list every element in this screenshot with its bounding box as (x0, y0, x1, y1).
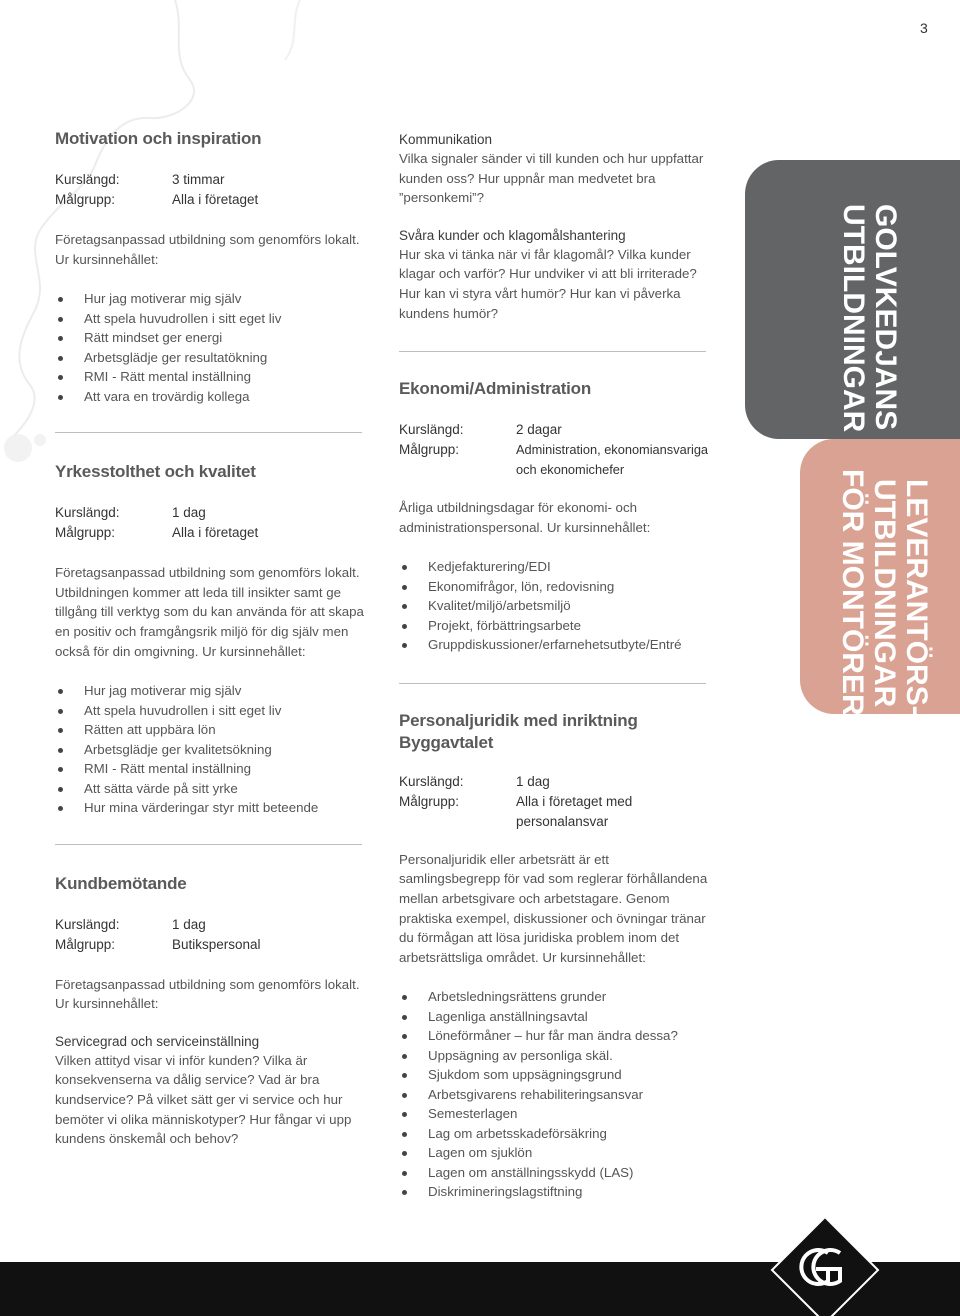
divider (399, 351, 706, 352)
list-item: RMI - Rätt mental inställning (55, 759, 365, 779)
list-item: Ekonomifrågor, lön, redovisning (399, 577, 709, 597)
course-meta (55, 915, 365, 955)
left-column (55, 128, 365, 1149)
golvkedjan-gg-logo-icon (770, 1215, 880, 1316)
section-title: Motivation och inspiration (55, 129, 262, 148)
section-title: Kundbemötande (55, 873, 187, 893)
course-meta (399, 772, 709, 832)
bullet-list (55, 289, 365, 406)
length-label: Kurslängd: (55, 505, 120, 521)
divider (399, 683, 706, 684)
course-meta (55, 170, 365, 210)
section-ekonomi (399, 378, 709, 655)
list-item: Hur jag motiverar mig själv (55, 289, 365, 309)
target-label: Målgrupp: (399, 793, 460, 809)
tab-label-line: UTBILDNINGAR (868, 479, 901, 708)
list-item: Att vara en trovärdig kollega (55, 387, 365, 407)
list-item: Diskrimineringslagstiftning (399, 1182, 709, 1202)
tab-label-line: FÖR MONTÖRER (836, 469, 869, 716)
length-value: 1 dag (172, 916, 206, 932)
length-value: 3 timmar (172, 172, 225, 187)
list-item: Att spela huvudrollen i sitt eget liv (55, 309, 365, 329)
length-label: Kurslängd: (55, 172, 120, 187)
subsection-text: Vilken attityd visar vi inför kunden? Vilka är konsekvenserna va dålig service? Vad är bra kundservice? På vilket sätt ger vi service och hur bemöter vi olika människotyper? Hur fångar vi upp kundens önskemål och behov? (55, 1052, 352, 1147)
list-item: Arbetsglädje ger resultatökning (55, 348, 365, 368)
length-value: 1 dag (172, 505, 206, 521)
list-item: Hur mina värderingar styr mitt beteende (55, 798, 365, 818)
list-item: RMI - Rätt mental inställning (55, 367, 365, 387)
subsection-text: Vilka signaler sänder vi till kunden och hur uppfattar kunden oss? Hur uppnår man medvetet bra ”personkemi”? (399, 151, 704, 206)
section-title: Ekonomi/Administration (399, 379, 592, 399)
list-item: Arbetsledningsrättens grunder (399, 987, 709, 1007)
course-meta (399, 420, 709, 480)
list-item: Rätt mindset ger energi (55, 328, 365, 348)
list-item: Lag om arbetsskadeförsäkring (399, 1124, 709, 1144)
tab-golvkedjans-utbildningar[interactable] (745, 160, 960, 439)
list-item: Arbetsgivarens rehabiliteringsansvar (399, 1085, 709, 1105)
section-motivation (55, 128, 365, 406)
intro-text: Företagsanpassad utbildning som genomförs lokalt. Utbildningen kommer att leda till insikter samt ge tillgång till verktyg som du kan använda för att skapa en positiv och framgångsrik miljö för dig själv men också för din omgivning. Ur kursinnehållet: (55, 565, 364, 659)
intro-text: Företagsanpassad utbildning som genomförs lokalt. Ur kursinnehållet: (55, 232, 360, 267)
list-item: Arbetsglädje ger kvalitetsökning (55, 740, 365, 760)
target-label: Målgrupp: (55, 936, 116, 952)
length-value: 1 dag (516, 773, 550, 789)
section-kundbemotande (55, 873, 365, 1149)
target-value: Alla i företaget (172, 192, 259, 207)
target-value: Alla i företaget (172, 525, 259, 541)
tab-label-line: GOLVKEDJANS (869, 204, 902, 431)
list-item: Löneförmåner – hur får man ändra dessa? (399, 1026, 709, 1046)
subsection-title: Servicegrad och serviceinställning (55, 1033, 260, 1049)
middle-column (399, 128, 709, 1202)
section-personaljuridik (399, 710, 709, 1202)
list-item: Uppsägning av personliga skäl. (399, 1046, 709, 1066)
length-label: Kurslängd: (55, 916, 120, 932)
target-value: Butikspersonal (172, 936, 261, 952)
bullet-list (55, 681, 365, 818)
intro-text: Företagsanpassad utbildning som genomförs lokalt. Ur kursinnehållet: (55, 976, 360, 1012)
length-value: 2 dagar (516, 422, 562, 438)
list-item: Sjukdom som uppsägningsgrund (399, 1065, 709, 1085)
intro-text: Årliga utbildningsdagar för ekonomi- och administrationspersonal. Ur kursinnehållet: (399, 500, 651, 535)
tab-leverantorsutbildningar[interactable] (800, 439, 960, 714)
course-meta (55, 503, 365, 543)
bullet-list (399, 987, 709, 1202)
list-item: Lagen om anställningsskydd (LAS) (399, 1163, 709, 1183)
list-item: Lagenliga anställningsavtal (399, 1007, 709, 1027)
divider (55, 844, 362, 845)
list-item: Att sätta värde på sitt yrke (55, 779, 365, 799)
target-label: Målgrupp: (399, 442, 460, 458)
section-title: Yrkesstolthet och kvalitet (55, 462, 256, 482)
divider (55, 432, 362, 433)
list-item: Lagen om sjuklön (399, 1143, 709, 1163)
list-item: Rätten att uppbära lön (55, 720, 365, 740)
section-yrkesstolthet (55, 461, 365, 817)
length-label: Kurslängd: (399, 773, 464, 789)
list-item: Gruppdiskussioner/erfarnehetsutbyte/Entré (399, 635, 709, 655)
tab-label-line: LEVERANTÖRS- (900, 479, 933, 716)
list-item: Hur jag motiverar mig själv (55, 681, 365, 701)
list-item: Semesterlagen (399, 1104, 709, 1124)
list-item: Projekt, förbättringsarbete (399, 616, 709, 636)
bullet-list (399, 557, 709, 655)
list-item: Kvalitet/miljö/arbetsmiljö (399, 596, 709, 616)
list-item: Att spela huvudrollen i sitt eget liv (55, 701, 365, 721)
intro-text: Personaljuridik eller arbetsrätt är ett samlingsbegrepp för vad som reglerar förhållandena mellan arbetsgivare och arbetstagare. Genom praktiska exempel, diskussioner och övningar tränar du förmågan att lösa juridiska problem inom det arbetsrättsliga området. Ur kursinnehållet: (399, 851, 708, 965)
page-number: 3 (920, 20, 928, 36)
list-item: Kedjefakturering/EDI (399, 557, 709, 577)
subsection-title: Svåra kunder och klagomålshantering (399, 227, 626, 243)
target-value: Administration, ekonomiansvariga och ekonomichefer (516, 442, 709, 478)
subsection-text: Hur ska vi tänka när vi får klagomål? Vilka kunder klagar och varför? Hur undviker vi att bli irriterade? Hur kan vi styra vårt humör? Hur kan vi påverka kundens humör? (399, 246, 697, 321)
subsection-title: Kommunikation (399, 132, 493, 147)
length-label: Kurslängd: (399, 422, 464, 438)
target-label: Målgrupp: (55, 525, 116, 541)
target-value: Alla i företaget med personalansvar (516, 793, 633, 829)
tab-label-line: UTBILDNINGAR (837, 204, 870, 433)
section-title: Personaljuridik med inriktning Byggavtalet (399, 710, 638, 752)
target-label: Målgrupp: (55, 192, 116, 207)
